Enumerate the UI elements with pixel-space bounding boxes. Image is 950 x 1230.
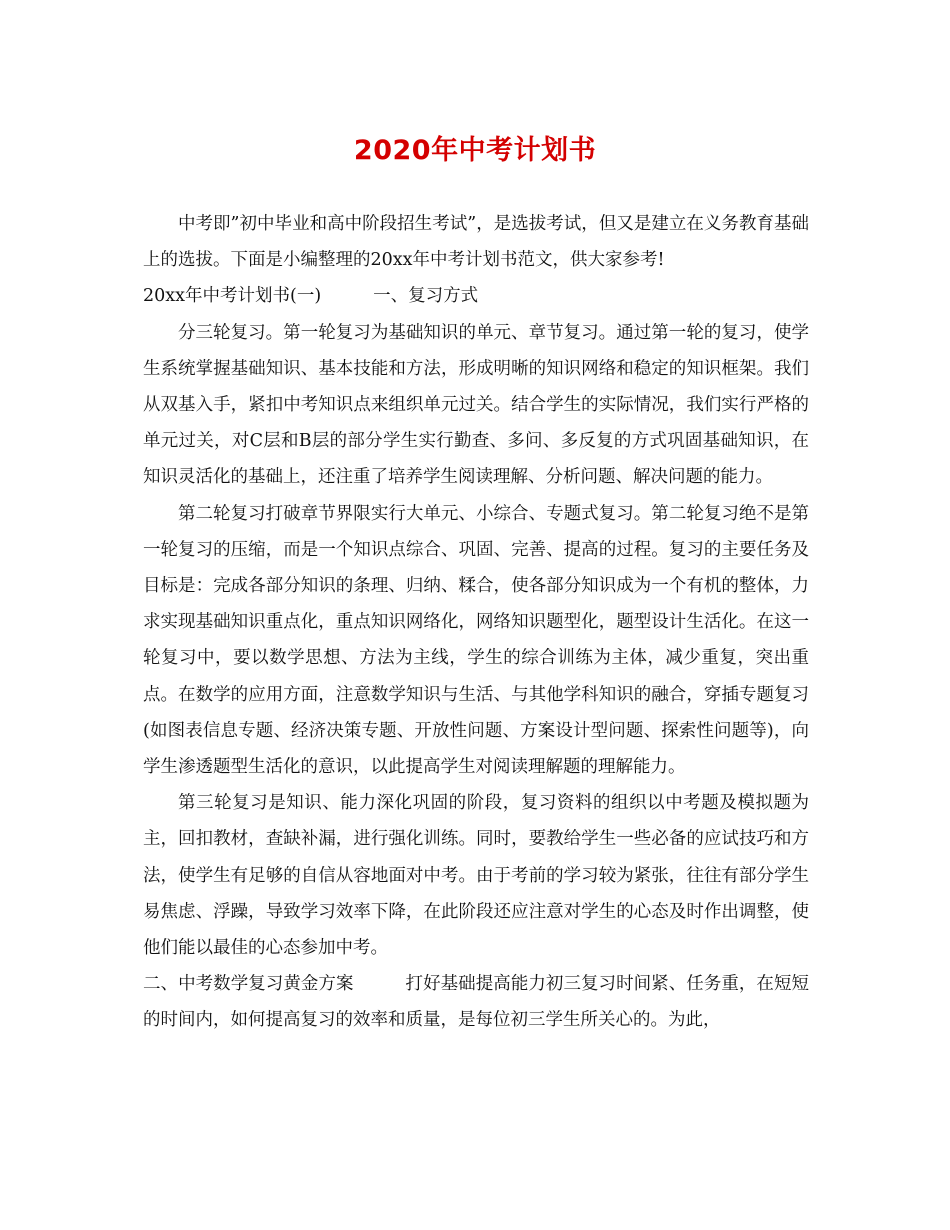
intro-paragraph: 中考即”初中毕业和高中阶段招生考试”，是选拔考试，但又是建立在义务教育基础上的选拔。下面是小编整理的20xx年中考计划书范文，供大家参考!	[143, 214, 809, 271]
round-two-paragraph: 第二轮复习打破章节界限实行大单元、小综合、专题式复习。第二轮复习绝不是第一轮复习的压缩，而是一个知识点综合、巩固、完善、提高的过程。复习的主要任务及目标是：完成各部分知识的条理、归纳、糅合，使各部分知识成为一个有机的整体，力求实现基础知识重点化，重点知识网络化，网络知识题型化，题型设计生活化。在这一轮复习中，要以数学思想、方法为主线，学生的综合训练为主体，减少重复，突出重点。在数学的应用方面，注意数学知识与生活、与其他学科知识的融合，穿插专题复习(如图表信息专题、经济决策专题、开放性问题、方案设计型问题、探索性问题等)，向学生渗透题型生活化的意识，以此提高学生对阅读理解题的理解能力。	[143, 503, 809, 778]
math-review-heading-label: 二、中考数学复习黄金方案	[143, 974, 354, 995]
math-review-intro: 打好基础提高能力初三复习时间紧、任务重，在短短的时间内，如何提高复习的效率和质量，是每位初三学生所关心的。为此，	[143, 974, 809, 1031]
section-heading-line-2	[143, 966, 809, 1038]
document-body	[143, 206, 809, 1039]
document-title: 2020年中考计划书	[353, 135, 597, 166]
section-heading-review-method: 一、复习方式	[373, 286, 479, 307]
round-one-paragraph: 分三轮复习。第一轮复习为基础知识的单元、章节复习。通过第一轮的复习，使学生系统掌握基础知识、基本技能和方法，形成明晰的知识网络和稳定的知识框架。我们从双基入手，紧扣中考知识点来组织单元过关。结合学生的实际情况，我们实行严格的单元过关，对C层和B层的部分学生实行勤查、多问、多反复的方式巩固基础知识，在知识灵活化的基础上，还注重了培养学生阅读理解、分析问题、解决问题的能力。	[143, 322, 809, 488]
round-three-paragraph: 第三轮复习是知识、能力深化巩固的阶段，复习资料的组织以中考题及模拟题为主，回扣教材，查缺补漏，进行强化训练。同时，要教给学生一些必备的应试技巧和方法，使学生有足够的自信从容地面对中考。由于考前的学习较为紧张，往往有部分学生易焦虑、浮躁，导致学习效率下降，在此阶段还应注意对学生的心态及时作出调整，使他们能以最佳的心态参加中考。	[143, 793, 809, 959]
plan-heading-label: 20xx年中考计划书(一)	[143, 286, 322, 307]
section-heading-line-1	[143, 278, 809, 314]
